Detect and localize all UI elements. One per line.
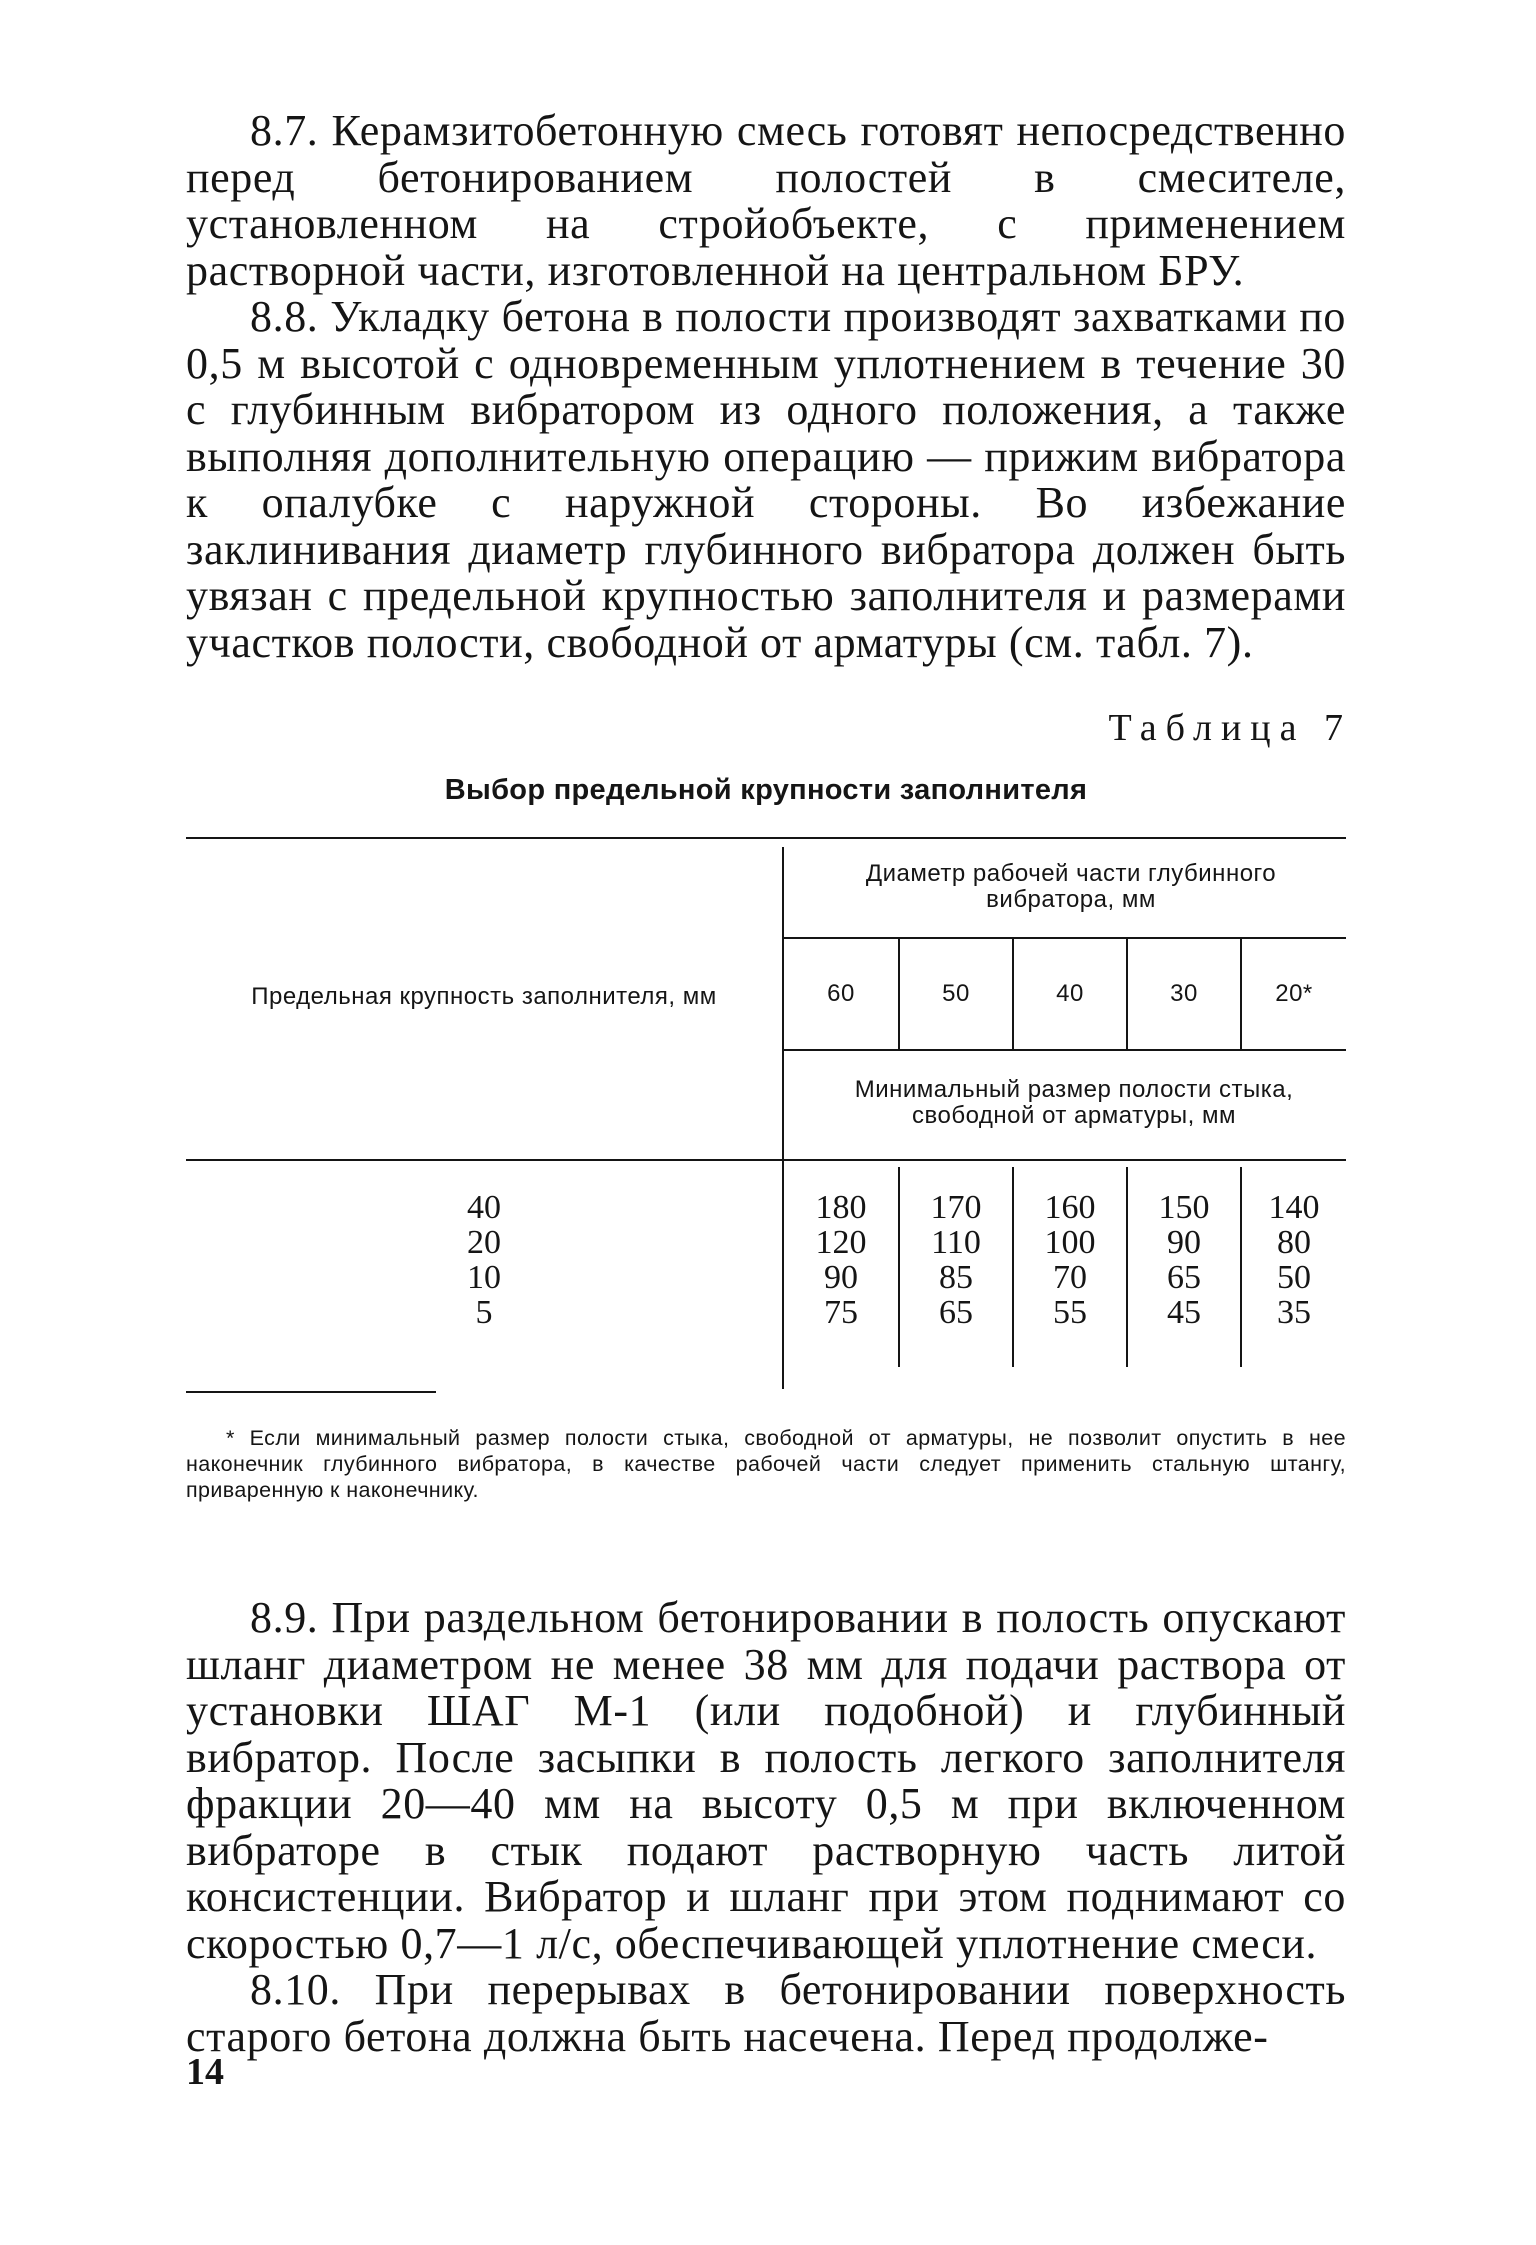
table-number: Таблица 7 [1108,707,1352,749]
header-bottom-rule [186,1159,1346,1161]
table-cell: 75 [824,1294,858,1331]
table-cell: 10 [467,1259,501,1296]
table-cell: 65 [939,1294,973,1331]
paragraph-number: 8.10. [250,1965,341,2014]
value-column-30 [1128,1190,1240,1330]
value-column-50 [900,1190,1012,1330]
value-column-20 [1242,1190,1346,1330]
diameter-40: 40 [1056,980,1084,1007]
table-cell: 65 [1167,1259,1201,1296]
table-cell: 140 [1268,1189,1320,1226]
table-cell: 85 [939,1259,973,1296]
table-cell: 160 [1044,1189,1096,1226]
table-cell: 110 [931,1224,981,1261]
paragraph-8-8 [186,294,1346,666]
page-content [186,106,1352,2061]
paragraph-text: При раздельном бетонировании в полость опускают шланг диаметром не менее 38 мм для подачи раствора от установки ШАГ М-1 (или подобной) и глубинный вибратор. После засыпки в полость легкого заполнителя фракции 20—40 мм на высоту 0,5 м при включенном вибраторе в стык подают растворную часть литой консистенции. Вибратор и шланг при этом поднимают со скоростью 0,7—1 л/с, обеспечивающей уплотнение смеси. [186,1593,1346,1968]
table-cell: 20 [467,1224,501,1261]
page-number: 14 [186,2051,224,2093]
table-title: Выбор предельной крупности заполнителя [444,774,1088,806]
table-cell: 55 [1053,1294,1087,1331]
paragraph-8-7 [186,108,1346,294]
table-cell: 180 [815,1189,867,1226]
table-cell: 35 [1277,1294,1311,1331]
value-column-40 [1014,1190,1126,1330]
diameter-50: 50 [942,980,970,1007]
footnote-rule [186,1391,436,1393]
paragraph-number: 8.8. [250,292,319,341]
paragraph-text: Керамзитобетонную смесь готовят непосредственно перед бетонированием полостей в смесителе, установленном на стройобъекте, с применением растворной части, изготовленной на центральном БРУ. [186,106,1346,295]
table-cell: 90 [1167,1224,1201,1261]
paragraph-8-10 [186,1967,1346,2060]
paragraph-8-9 [186,1595,1346,1967]
table-cell: 70 [1053,1259,1087,1296]
aggregate-size-column [186,1190,782,1330]
spacer [186,1503,1346,1595]
diameter-20: 20* [1275,980,1313,1007]
row-header: Предельная крупность заполнителя, мм [251,983,717,1010]
table-cell: 45 [1167,1294,1201,1331]
header-rule-1 [784,937,1346,939]
table-cell: 150 [1158,1189,1210,1226]
header-rule-2 [784,1049,1346,1051]
table-cell: 40 [467,1189,501,1226]
table-cell: 120 [815,1224,867,1261]
aggregate-table [186,837,1346,1397]
paragraph-number: 8.9. [250,1593,319,1642]
paragraph-text: Укладку бетона в полости производят захватками по 0,5 м высотой с одновременным уплотнением в течение 30 с глубинным вибратором из одного положения, а также выполняя дополнительную операцию — прижим вибратора к опалубке с наружной стороны. Во избежание заклинивания диаметр глубинного вибратора должен быть увязан с предельной крупностью заполнителя и размерами участков полости, свободной от арматуры (см. табл. 7). [186,292,1346,667]
table-top-rule [186,837,1346,839]
diameter-60: 60 [827,980,855,1007]
table-cell: 5 [475,1294,493,1331]
paragraph-text: При перерывах в бетонировании поверхность старого бетона должна быть насечена. Перед продолже- [186,1965,1347,2061]
paragraph-number: 8.7. [250,106,319,155]
value-column-60 [784,1190,898,1330]
sub-header: Минимальный размер полости стыка, свободной от арматуры, мм [854,1076,1294,1129]
table-cell: 90 [824,1259,858,1296]
table-cell: 50 [1277,1259,1311,1296]
table-footnote: * Если минимальный размер полости стыка, свободной от арматуры, не позволит опустить в нее наконечник глубинного вибратора, в качестве рабочей части следует применить стальную штангу, приваренную к наконечнику. [186,1426,1346,1502]
col-group-header: Диаметр рабочей части глубинного вибратора, мм [865,860,1277,913]
table-cell: 170 [930,1189,982,1226]
table-cell: 80 [1277,1224,1311,1261]
diameter-30: 30 [1170,980,1198,1007]
table-cell: 100 [1044,1224,1096,1261]
